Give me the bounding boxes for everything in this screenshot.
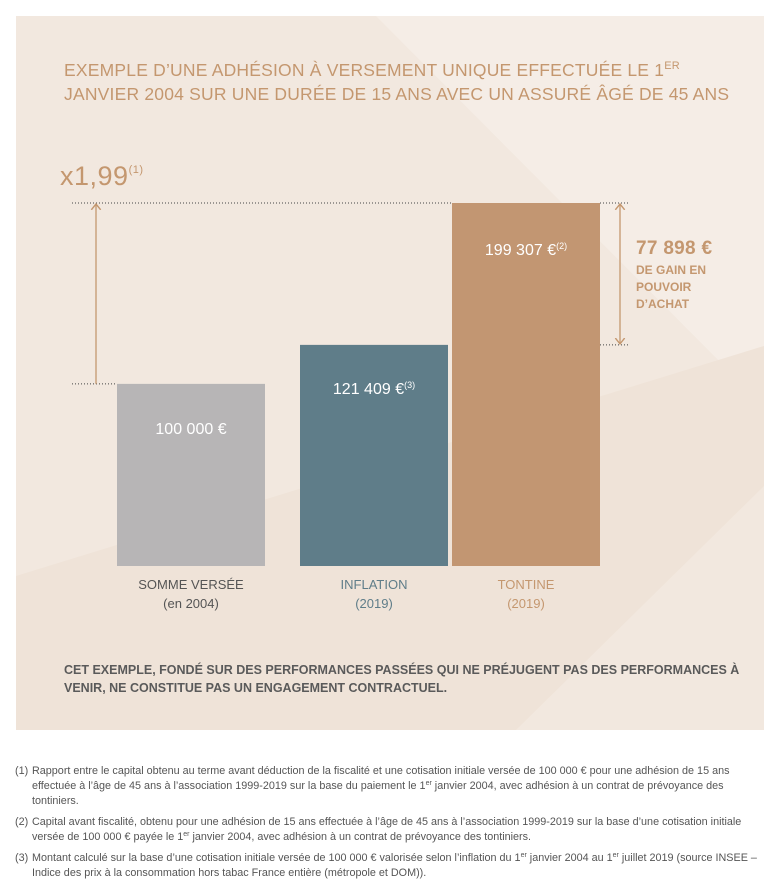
bar-value-label: 199 307 €$^{(2)}$ xyxy=(484,241,568,259)
footnote-3 xyxy=(15,851,767,881)
bar-value-label: 100 000 € xyxy=(155,421,227,438)
footnote-text: Rapport entre le capital obtenu au terme avant déduction de la fiscalité et une cotisation initiale versée de 100 000 € pour une adhésion de 15 ans effectuée à l’âge de 45 ans à l’association 1999-2019 sur la base du paiement le 1er janvier 2004, avec adhésion à un contrat de prévoyance des tontiniers. xyxy=(32,765,730,807)
footnotes xyxy=(15,764,767,887)
gain-amount: 77 898 € xyxy=(636,238,713,259)
multiplier-ref: (1) xyxy=(128,164,144,176)
category-label-line1: SOMME VERSÉE xyxy=(138,577,244,592)
disclaimer: CET EXEMPLE, FONDÉ SUR DES PERFORMANCES PASSÉES QUI NE PRÉJUGENT PAS DES PERFORMANCES À VENIR, NE CONSTITUE PAS UN ENGAGEMENT CONTRACTUEL. xyxy=(64,663,740,695)
footnote-text: Capital avant fiscalité, obtenu pour une adhésion de 15 ans effectuée à l’âge de 45 ans à l’association 1999-2019 sur la base d’une cotisation initiale versée de 100 000 € payée le 1er janvier 2004, avec adhésion à un contrat de prévoyance des tontiniers. xyxy=(32,816,742,843)
category-label-line2: (en 2004) xyxy=(163,596,219,611)
footnote-text: Montant calculé sur la base d’une cotisation initiale versée de 100 000 € valorisée selon l’inflation du 1er janvier 2004 au 1er juillet 2019 (source INSEE – Indice des prix à la consommation hors tabac France entière (métropole et DOM)). xyxy=(32,852,757,879)
gain-annotation xyxy=(636,238,726,313)
footnote-number: (1) xyxy=(15,765,29,777)
bar-value-label: 121 409 €$^{(3)}$ xyxy=(332,380,416,398)
multiplier-value: x1,99 xyxy=(60,161,129,191)
bar-1 xyxy=(117,384,265,566)
infographic-panel xyxy=(16,16,764,730)
gain-description: DE GAIN EN POUVOIR D’ACHAT xyxy=(636,263,707,311)
category-label xyxy=(294,575,454,613)
chart-title: EXEMPLE D’UNE ADHÉSION À VERSEMENT UNIQUE EFFECTUÉE LE 1ER JANVIER 2004 SUR UNE DURÉE DE 15 ANS AVEC UN ASSURÉ ÂGÉ DE 45 ANS xyxy=(64,60,730,104)
category-label-line2: (2019) xyxy=(507,596,545,611)
category-label-line1: TONTINE xyxy=(497,577,555,592)
footnote-1 xyxy=(15,764,767,809)
category-label-line1: INFLATION xyxy=(340,577,408,592)
category-label-line2: (2019) xyxy=(355,596,393,611)
category-label xyxy=(111,575,271,613)
footnote-2 xyxy=(15,815,767,845)
footnote-number: (2) xyxy=(15,816,29,828)
bar-chart xyxy=(16,16,764,730)
category-label xyxy=(446,575,606,613)
footnote-number: (3) xyxy=(15,852,29,864)
bar-2 xyxy=(300,345,448,566)
